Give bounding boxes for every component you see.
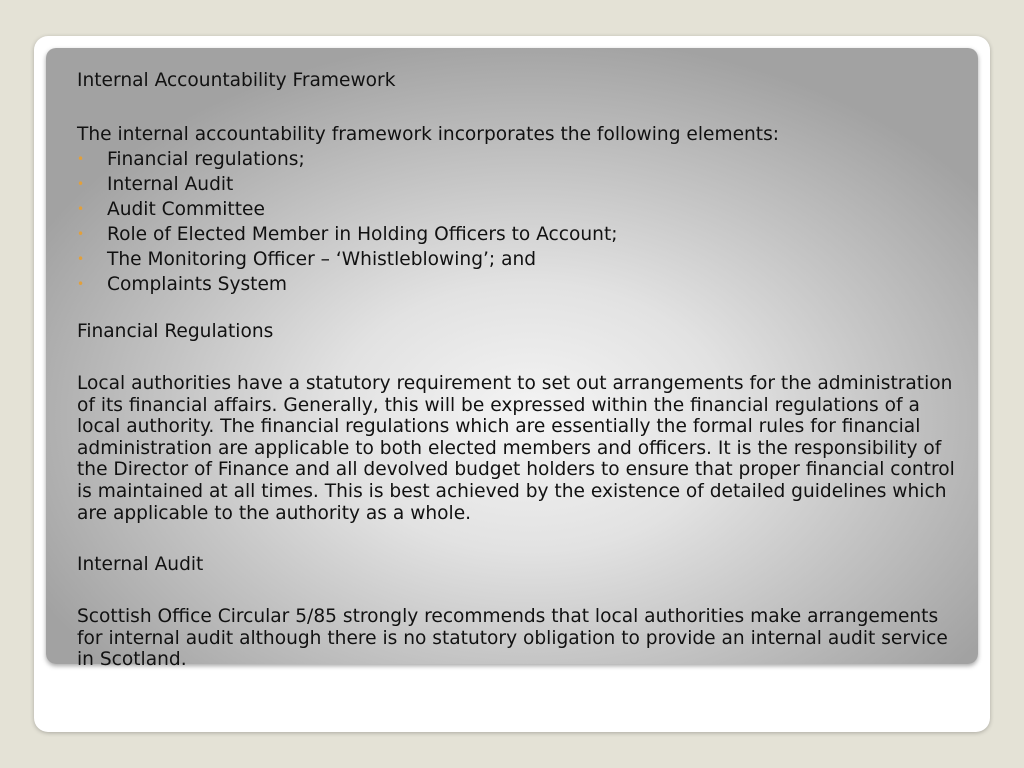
list-item <box>77 272 965 297</box>
list-item-text: Complaints System <box>107 274 288 295</box>
bullet-icon: • <box>77 277 85 291</box>
bullet-icon: • <box>77 252 85 266</box>
section-body-financial-regulations: Local authorities have a statutory requirement to set out arrangements for the administration of its financial affairs. Generally, this will be expressed within the financial regulations of a local authority. The financial regulations which are essentially the formal rules for financial administration are applicable to both elected members and officers. It is the responsibility of the Director of Finance and all devolved budget holders to ensure that proper financial control is maintained at all times. This is best achieved by the existence of detailed guidelines which are applicable to the authority as a whole. <box>77 373 955 524</box>
bullet-icon: • <box>77 227 85 241</box>
slide-text-body <box>77 70 965 671</box>
list-item <box>77 197 965 222</box>
elements-list <box>77 147 965 297</box>
list-item-text: The Monitoring Officer – ‘Whistleblowing’; and <box>107 249 537 270</box>
list-item-text: Financial regulations; <box>107 149 305 170</box>
bullet-icon: • <box>77 177 85 191</box>
list-item-text: Internal Audit <box>107 174 234 195</box>
list-item-text: Role of Elected Member in Holding Officers to Account; <box>107 224 618 245</box>
list-item <box>77 172 965 197</box>
list-item-text: Audit Committee <box>107 199 265 220</box>
section-heading-financial-regulations: Financial Regulations <box>77 321 274 342</box>
list-item <box>77 247 965 272</box>
list-item <box>77 147 965 172</box>
list-item <box>77 222 965 247</box>
intro-text: The internal accountability framework incorporates the following elements: <box>77 124 780 145</box>
section-body-internal-audit: Scottish Office Circular 5/85 strongly recommends that local authorities make arrangements for internal audit although there is no statutory obligation to provide an internal audit service in Scotland. <box>77 606 948 671</box>
bullet-icon: • <box>77 152 85 166</box>
bullet-icon: • <box>77 202 85 216</box>
section-heading-internal-audit: Internal Audit <box>77 554 204 576</box>
slide-heading: Internal Accountability Framework <box>77 70 396 91</box>
